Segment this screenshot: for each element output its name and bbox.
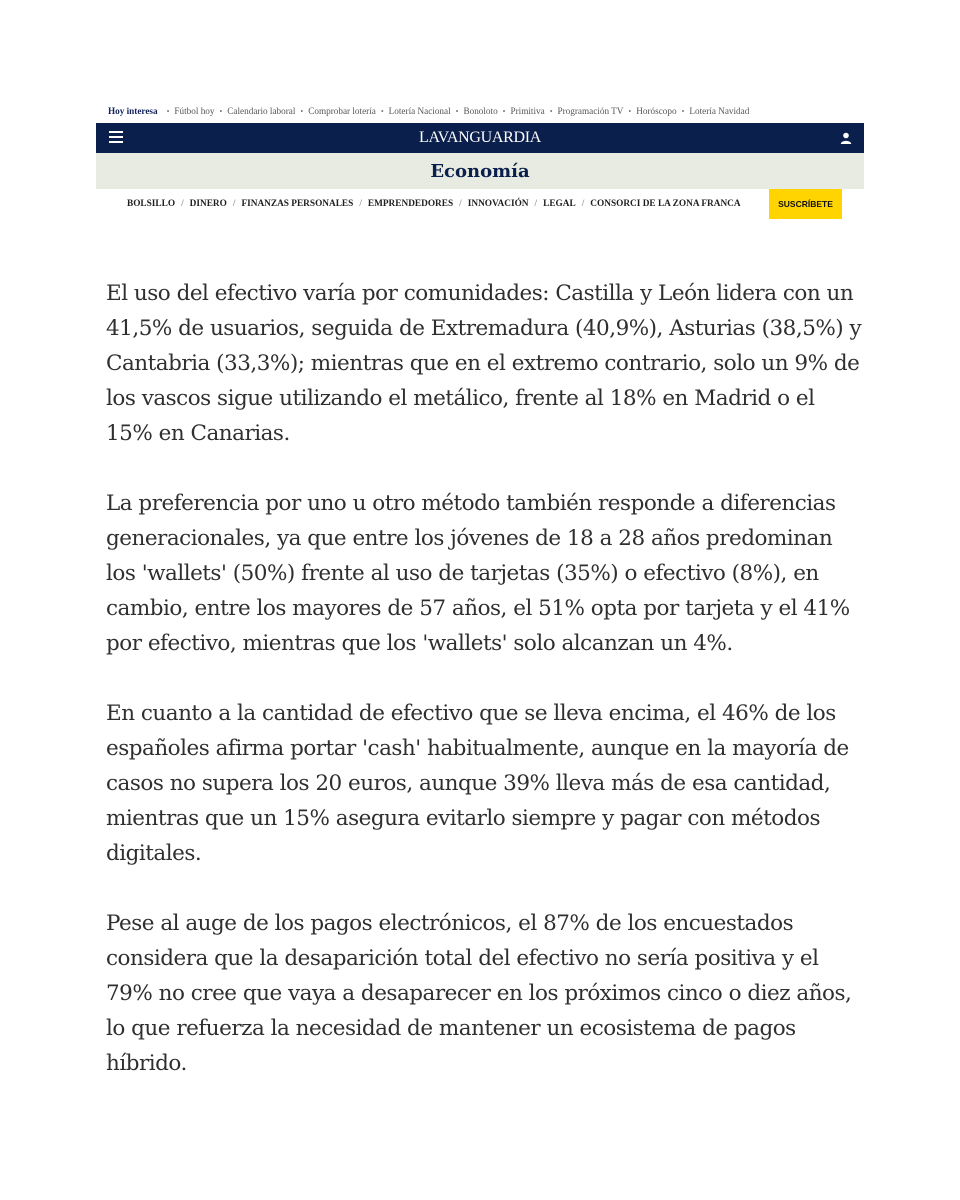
trending-link-horoscopo[interactable]: Horóscopo [636, 106, 677, 116]
trending-link-loteria-navidad[interactable]: Lotería Navidad [689, 106, 750, 116]
separator-dot: • [681, 106, 685, 116]
subnav-item-finanzas-personales[interactable]: FINANZAS PERSONALES [241, 199, 354, 209]
user-icon[interactable] [840, 132, 852, 144]
article-paragraph: El uso del efectivo varía por comunidades: Castilla y León lidera con un 41,5% de usuarios, seguida de Extremadura (40,9%), Asturias (38,5%) y Cantabria (33,3%); mientras que en el extremo contrario, solo un 9% de los vascos sigue utilizando el metálico, frente al 18% en Madrid o el 15% en Canarias. [106, 281, 862, 446]
subnav-item-bolsillo[interactable]: BOLSILLO [127, 199, 176, 209]
subnav-separator: / [581, 199, 585, 209]
separator-dot: • [549, 106, 553, 116]
separator-dot: • [628, 106, 632, 116]
subnav-separator: / [232, 199, 236, 209]
subnav-separator: / [459, 199, 462, 209]
masthead [96, 123, 864, 153]
trending-link-futbol[interactable]: Fútbol hoy [174, 106, 215, 116]
article-body [106, 276, 866, 1116]
subnav-separator: / [359, 199, 362, 209]
subnav-item-emprendedores[interactable]: EMPRENDEDORES [367, 199, 454, 209]
trending-label: Hoy interesa [108, 106, 158, 116]
separator-dot: • [380, 106, 384, 116]
section-subnav [96, 189, 864, 219]
article-paragraph: Pese al auge de los pagos electrónicos, el 87% de los encuestados considera que la desaparición total del efectivo no sería positiva y el 79% no cree que vaya a desaparecer en los próximos cinco o diez años, lo que refuerza la necesidad de mantener un ecosistema de pagos híbrido. [106, 911, 852, 1076]
trending-link-comprobar-loteria[interactable]: Comprobar lotería [308, 106, 376, 116]
trending-link-primitiva[interactable]: Primitiva [510, 106, 545, 116]
section-title[interactable]: Economía [430, 160, 530, 182]
separator-dot: • [166, 106, 170, 116]
section-header [96, 153, 864, 189]
site-logo[interactable]: LAVANGUARDIA [418, 129, 542, 146]
subnav-item-dinero[interactable]: DINERO [189, 199, 227, 209]
subnav-separator: / [181, 199, 184, 209]
trending-link-calendario[interactable]: Calendario laboral [227, 106, 296, 116]
article-paragraph: La preferencia por uno u otro método también responde a diferencias generacionales, ya que entre los jóvenes de 18 a 28 años predominan los 'wallets' (50%) frente al uso de tarjetas (35%) o efectivo (8%), en cambio, entre los mayores de 57 años, el 51% opta por tarjeta y el 41% por efectivo, mientras que los 'wallets' solo alcanzan un 4%. [106, 491, 850, 656]
subnav-separator: / [534, 199, 538, 209]
subnav-item-innovacion[interactable]: INNOVACIÓN [467, 199, 529, 209]
separator-dot: • [219, 106, 223, 116]
hamburger-icon[interactable] [109, 131, 123, 144]
separator-dot: • [455, 106, 459, 116]
article-paragraph: En cuanto a la cantidad de efectivo que se lleva encima, el 46% de los españoles afirma portar 'cash' habitualmente, aunque en la mayoría de casos no supera los 20 euros, aunque 39% lleva más de esa cantidad, mientras que un 15% asegura evitarlo siempre y pagar con métodos digitales. [106, 701, 849, 866]
trending-link-loteria-nacional[interactable]: Lotería Nacional [388, 106, 451, 116]
separator-dot: • [300, 106, 304, 116]
subnav-item-legal[interactable]: LEGAL [543, 199, 576, 209]
subscribe-button[interactable]: SUSCRÍBETE [769, 189, 842, 219]
separator-dot: • [502, 106, 506, 116]
subnav-item-consorci-zona-franca[interactable]: CONSORCI DE LA ZONA FRANCA [590, 199, 741, 209]
trending-link-programacion-tv[interactable]: Programación TV [557, 106, 624, 116]
trending-bar [108, 104, 868, 118]
trending-link-bonoloto[interactable]: Bonoloto [463, 106, 498, 116]
